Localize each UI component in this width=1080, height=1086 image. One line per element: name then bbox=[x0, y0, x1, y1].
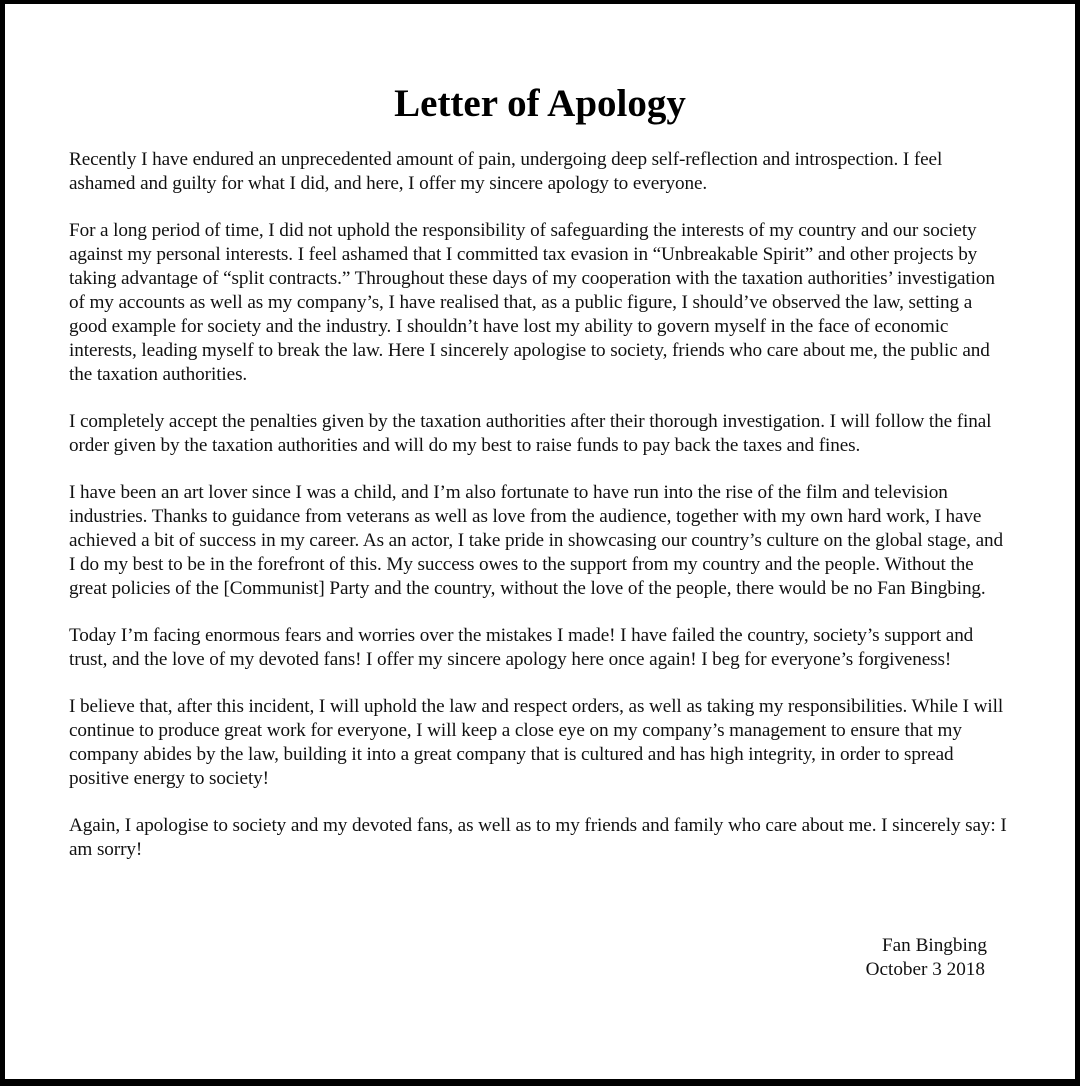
signature-name: Fan Bingbing bbox=[881, 935, 987, 956]
letter-body bbox=[69, 148, 1009, 885]
paragraph-3: I completely accept the penalties given by the taxation authorities after their thorough investigation. I will follow the final order given by the taxation authorities and will do my best to raise funds to pay back the taxes and fines. bbox=[69, 411, 992, 456]
paragraph-7: Again, I apologise to society and my devoted fans, as well as to my friends and family who care about me. I sincerely say: I am sorry! bbox=[69, 815, 1007, 860]
paragraph-5: Today I’m facing enormous fears and worries over the mistakes I made! I have failed the country, society’s support and trust, and the love of my devoted fans! I offer my sincere apology here once again! I beg for everyone’s forgiveness! bbox=[69, 625, 974, 670]
paragraph-4: I have been an art lover since I was a child, and I’m also fortunate to have run into the rise of the film and television industries. Thanks to guidance from veterans as well as love from the audience, together with my own hard work, I have achieved a bit of success in my career. As an actor, I take pride in showcasing our country’s culture on the global stage, and I do my best to be in the forefront of this. My success owes to the support from my country and the people. Without the great policies of the [Communist] Party and the country, without the love of the people, there would be no Fan Bingbing. bbox=[69, 482, 1003, 599]
paragraph-1: Recently I have endured an unprecedented amount of pain, undergoing deep self-reflection and introspection. I feel ashamed and guilty for what I did, and here, I offer my sincere apology to everyone. bbox=[69, 149, 943, 194]
signature-block bbox=[866, 934, 987, 982]
letter-page bbox=[5, 4, 1075, 1079]
paragraph-2: For a long period of time, I did not uphold the responsibility of safeguarding the interests of my country and our society against my personal interests. I feel ashamed that I committed tax evasion in “Unbreakable Spirit” and other projects by taking advantage of “split contracts.” Throughout these days of my cooperation with the taxation authorities’ investigation of my accounts as well as my company’s, I have realised that, as a public figure, I should’ve observed the law, setting a good example for society and the industry. I shouldn’t have lost my ability to govern myself in the face of economic interests, leading myself to break the law. Here I sincerely apologise to society, friends who care about me, the public and the taxation authorities. bbox=[69, 220, 995, 385]
signature-date: October 3 2018 bbox=[865, 959, 985, 980]
letter-title: Letter of Apology bbox=[394, 82, 686, 125]
paragraph-6: I believe that, after this incident, I will uphold the law and respect orders, as well as taking my responsibilities. While I will continue to produce great work for everyone, I will keep a close eye on my company’s management to ensure that my company abides by the law, building it into a great company that is cultured and has high integrity, in order to spread positive energy to society! bbox=[69, 696, 1004, 789]
